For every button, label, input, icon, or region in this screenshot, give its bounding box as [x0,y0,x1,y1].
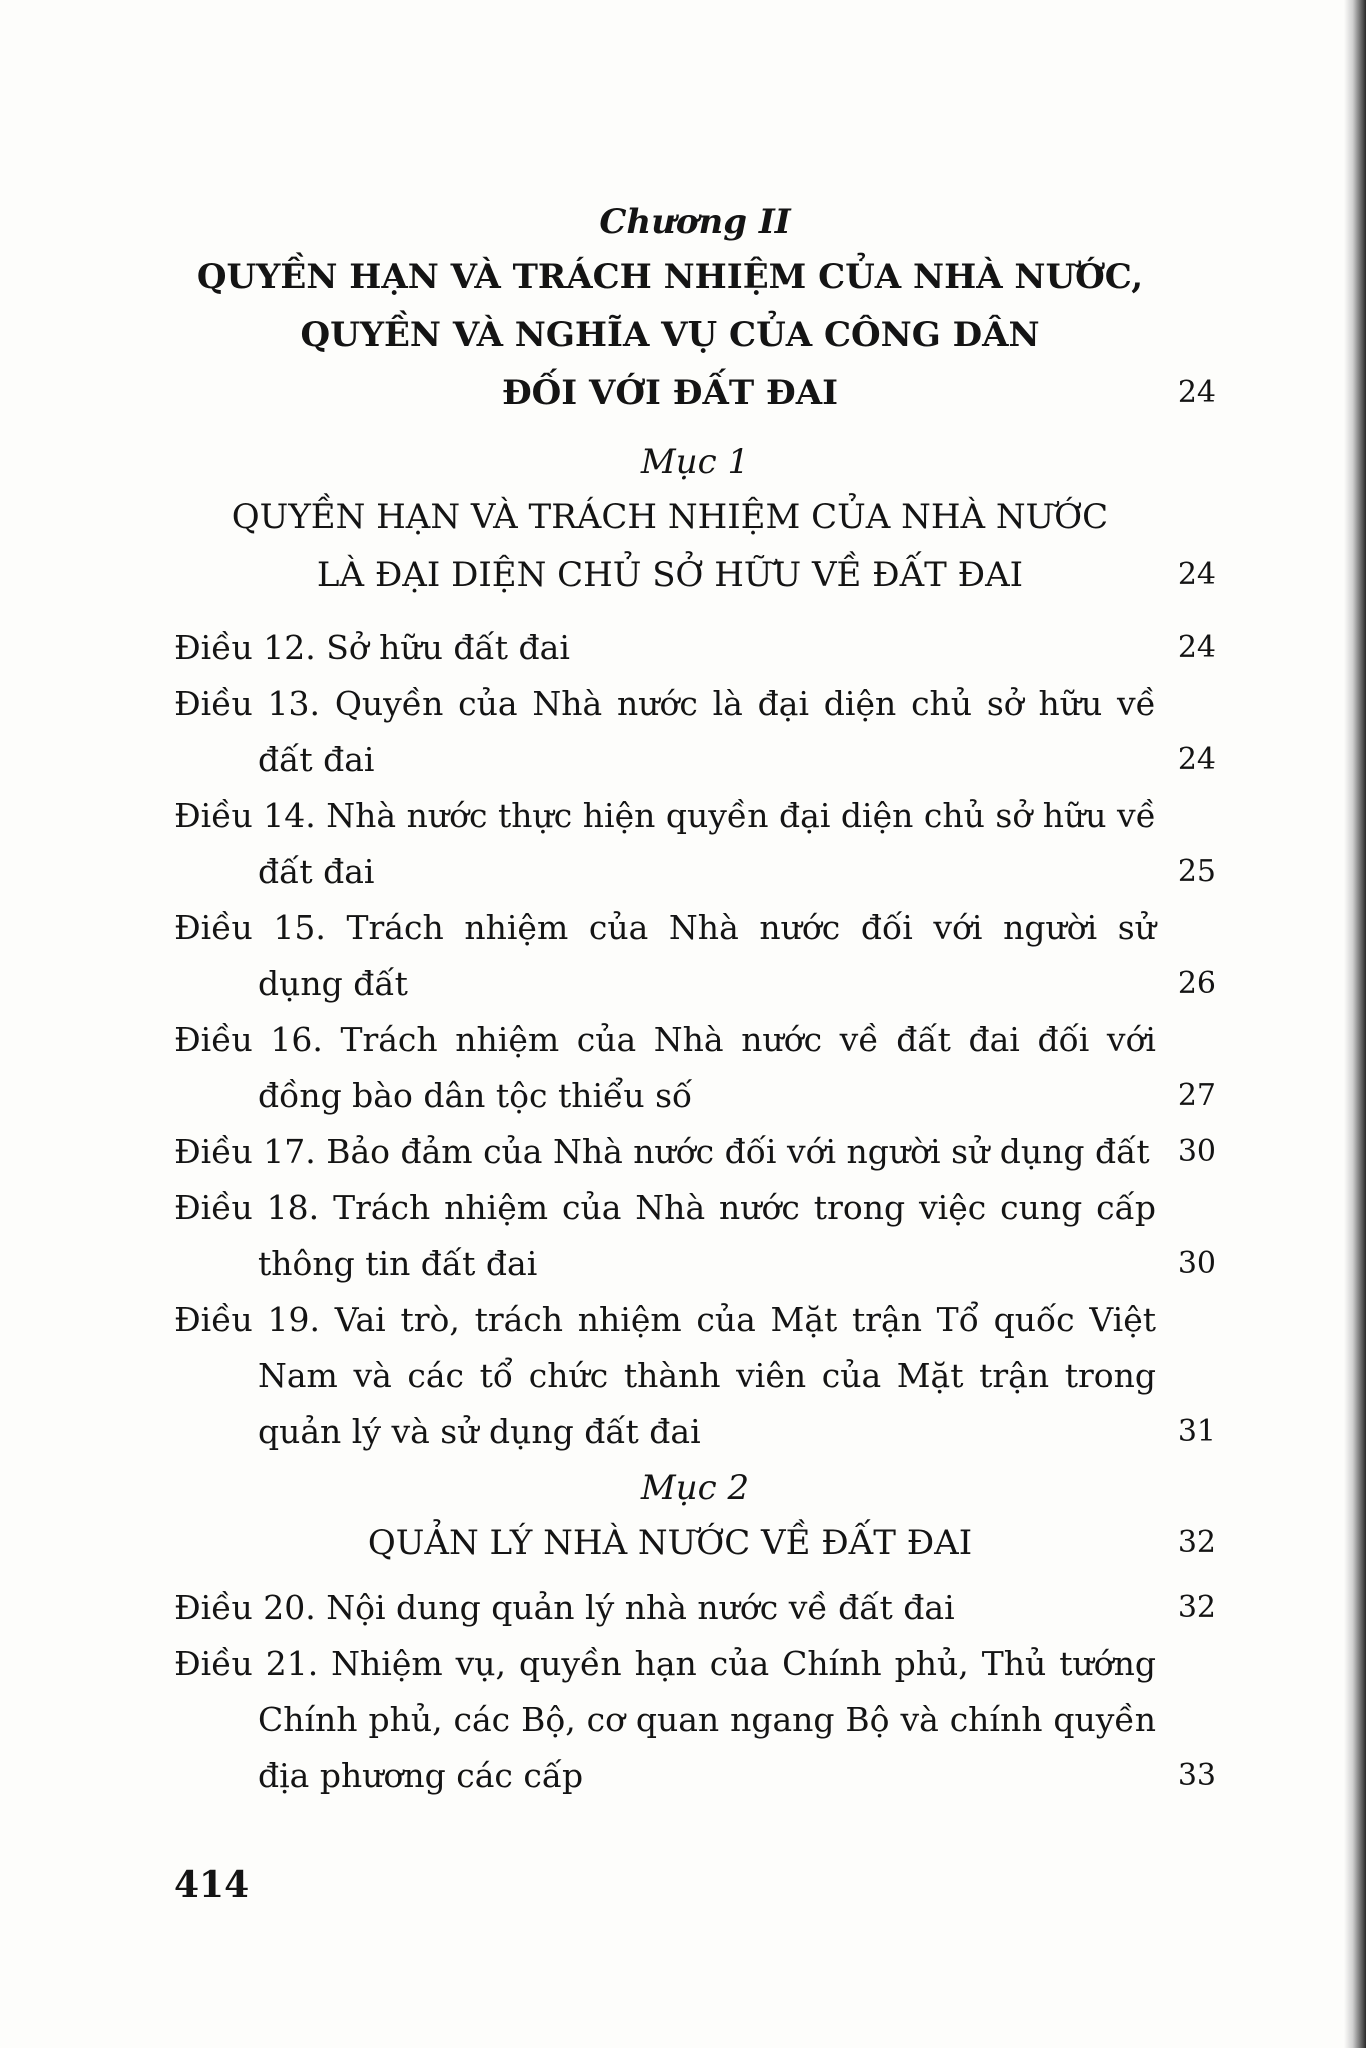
toc-entry-page-number: 30 [1177,1246,1216,1281]
toc-entry-line: Nam và các tổ chức thành viên của Mặt trận trong [258,1356,1156,1395]
page-edge-shadow [1344,0,1366,2048]
toc-entry-line: Điều 13. Quyền của Nhà nước là đại diện chủ sở hữu về [174,684,1156,723]
section-2-page-number: 32 [1177,1525,1216,1560]
toc-entry [174,1180,1216,1292]
page-number: 414 [174,1864,250,1906]
section-2-entries [174,1580,1216,1804]
toc-entry-line: thông tin đất đai [258,1244,538,1283]
toc-entry [174,1580,1216,1636]
toc-entry-line: Điều 12. Sở hữu đất đai [174,628,570,667]
toc-entry [174,1124,1216,1180]
toc-entry-line: đất đai [258,852,375,891]
toc-entry-line: Điều 21. Nhiệm vụ, quyền hạn của Chính phủ, Thủ tướng [174,1644,1156,1683]
toc-entry [174,1636,1216,1804]
toc-entry-line: Chính phủ, các Bộ, cơ quan ngang Bộ và chính quyền [258,1700,1156,1739]
toc-entry-page-number: 33 [1177,1758,1216,1793]
toc-entry [174,788,1216,900]
toc-entry-line: đất đai [258,740,375,779]
toc-entry-line: Điều 14. Nhà nước thực hiện quyền đại diện chủ sở hữu về [174,796,1156,835]
section-1-label: Mục 1 [640,442,750,482]
section-1-page-number: 24 [1177,557,1216,592]
table-of-contents [174,196,1216,1804]
toc-entry [174,620,1216,676]
chapter-title-line [184,364,1216,422]
section-2-title [174,1514,1216,1572]
toc-entry-page-number: 26 [1177,966,1216,1001]
toc-entry-line: Điều 16. Trách nhiệm của Nhà nước về đất đai đối với [174,1020,1156,1059]
toc-entry-page-number: 25 [1177,854,1216,889]
toc-entry [174,1012,1216,1124]
toc-entry-line: Điều 15. Trách nhiệm của Nhà nước đối với người sử [174,908,1156,947]
chapter-title-line: QUYỀN VÀ NGHĨA VỤ CỦA CÔNG DÂN [300,315,1040,355]
toc-entry-line: Điều 20. Nội dung quản lý nhà nước về đất đai [174,1588,955,1627]
section-2-label: Mục 2 [640,1468,750,1508]
toc-entry-line: Điều 19. Vai trò, trách nhiệm của Mặt trận Tổ quốc Việt [174,1300,1156,1339]
toc-entry-page-number: 30 [1177,1134,1216,1169]
section-title-line: QUYỀN HẠN VÀ TRÁCH NHIỆM CỦA NHÀ NƯỚC [231,497,1109,537]
chapter-page-number: 24 [1177,375,1216,410]
toc-entry-line: Điều 17. Bảo đảm của Nhà nước đối với người sử dụng đất [174,1132,1150,1171]
chapter-label: Chương II [599,202,791,242]
toc-entry [174,1292,1216,1460]
toc-entry-page-number: 32 [1177,1590,1216,1625]
toc-entry-page-number: 24 [1177,630,1216,665]
toc-entry-page-number: 24 [1177,742,1216,777]
toc-entry-line: Điều 18. Trách nhiệm của Nhà nước trong việc cung cấp [174,1188,1156,1227]
toc-entry-line: quản lý và sử dụng đất đai [258,1412,701,1451]
toc-entry [174,900,1216,1012]
toc-entry-line: đồng bào dân tộc thiểu số [258,1076,693,1115]
section-title-line [184,546,1216,604]
chapter-title [174,248,1216,422]
toc-entry-page-number: 27 [1177,1078,1216,1113]
section-title-line [184,1514,1216,1572]
toc-entry-line: địa phương các cấp [258,1756,584,1795]
section-title-line-text: QUẢN LÝ NHÀ NƯỚC VỀ ĐẤT ĐAI [367,1523,973,1563]
chapter-title-line: QUYỀN HẠN VÀ TRÁCH NHIỆM CỦA NHÀ NƯỚC, [196,257,1144,297]
toc-entry-page-number: 31 [1177,1414,1216,1449]
toc-entry-line: dụng đất [258,964,408,1003]
chapter-title-line-text: ĐỐI VỚI ĐẤT ĐAI [501,373,839,413]
toc-entry [174,676,1216,788]
section-1-title [174,488,1216,604]
section-title-line-text: LÀ ĐẠI DIỆN CHỦ SỞ HỮU VỀ ĐẤT ĐAI [316,555,1024,595]
section-1-entries [174,620,1216,1460]
